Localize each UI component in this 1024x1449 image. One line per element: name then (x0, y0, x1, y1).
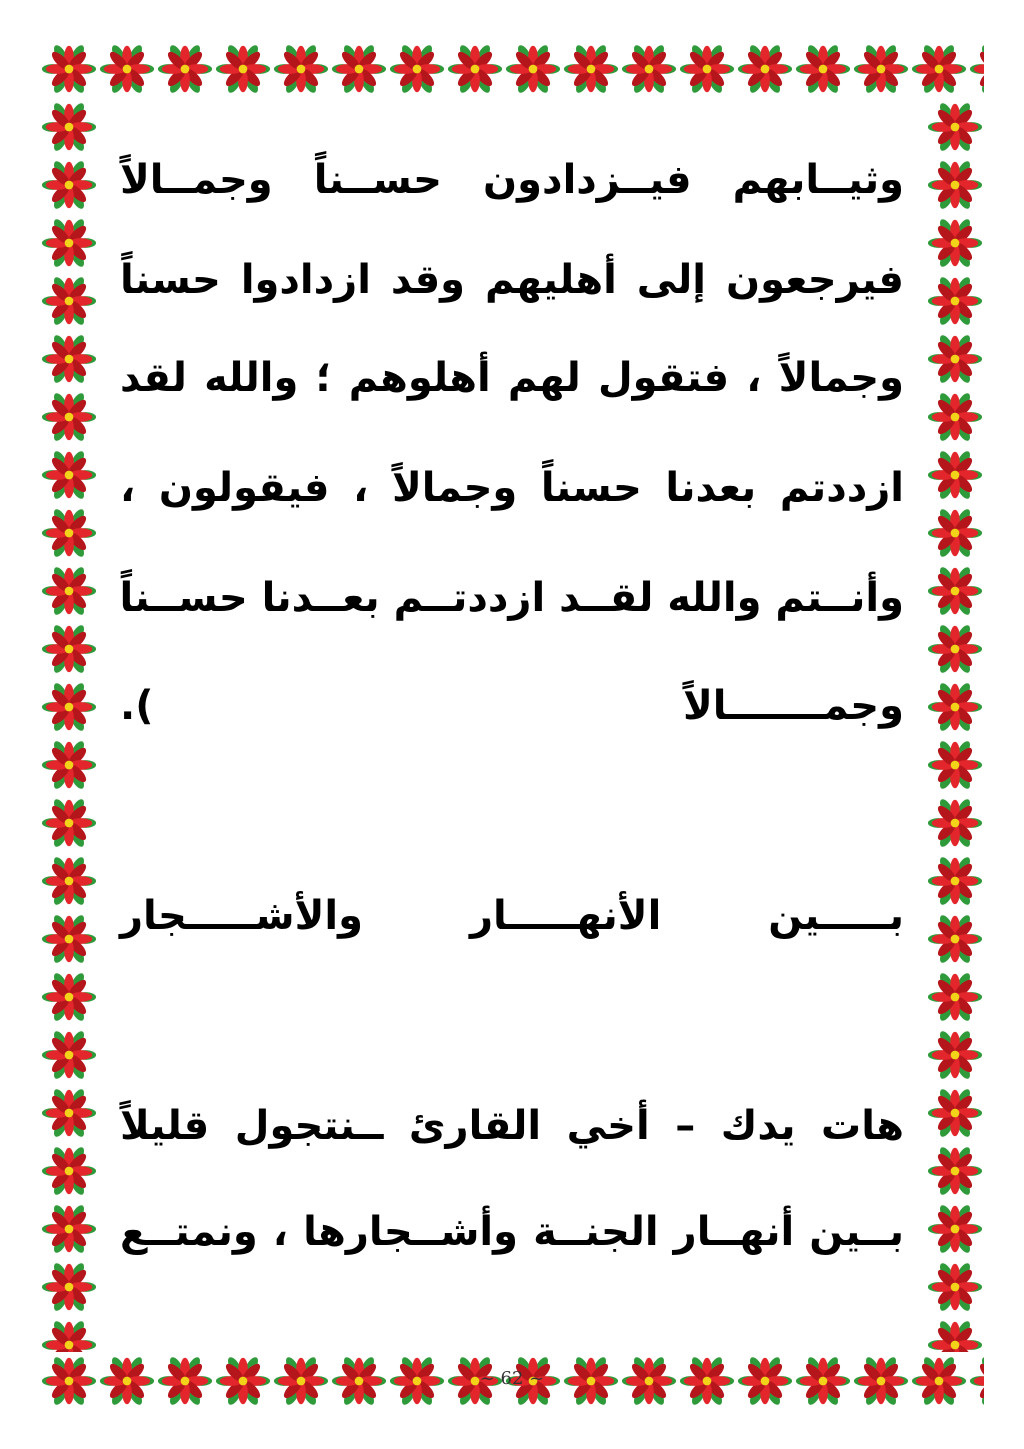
poinsettia-flower-icon (388, 40, 446, 98)
poinsettia-flower-icon (926, 736, 984, 794)
border-right (926, 98, 984, 1352)
border-left (40, 98, 98, 1352)
poinsettia-flower-icon (910, 40, 968, 98)
poinsettia-flower-icon (926, 98, 984, 156)
poinsettia-flower-icon (40, 794, 98, 852)
poinsettia-flower-icon (98, 40, 156, 98)
text-line-6 (120, 676, 904, 736)
poinsettia-flower-icon (40, 214, 98, 272)
poinsettia-flower-icon (968, 40, 984, 98)
poinsettia-flower-icon (330, 40, 388, 98)
poinsettia-flower-icon (926, 156, 984, 214)
poinsettia-flower-icon (926, 272, 984, 330)
paragraph2-line-2: بــين أنهــار الجنــة وأشــجارها ، ونمتــع (120, 1209, 904, 1255)
poinsettia-flower-icon (620, 40, 678, 98)
poinsettia-flower-icon (40, 736, 98, 794)
poinsettia-flower-icon (926, 562, 984, 620)
page-content (120, 120, 904, 1360)
border-top (40, 40, 984, 98)
poinsettia-flower-icon (926, 620, 984, 678)
poinsettia-flower-icon (40, 1258, 98, 1316)
text-line-1: وثيــابهم فيــزدادون حســناً وجمــالاً (120, 157, 904, 203)
poinsettia-flower-icon (926, 1084, 984, 1142)
page-number: ~ 62 ~ (479, 1368, 545, 1389)
poinsettia-flower-icon (40, 156, 98, 214)
poinsettia-flower-icon (794, 40, 852, 98)
poinsettia-flower-icon (40, 40, 98, 98)
section-heading: بـــــين الأنهـــــار والأشـــــجار (120, 893, 904, 939)
poinsettia-flower-icon (40, 446, 98, 504)
text-line-5: وأنــتم والله لقــد ازددتــم بعــدنا حســناً (119, 575, 904, 621)
poinsettia-flower-icon (926, 678, 984, 736)
text-line-2: فيرجعون إلى أهليهم وقد ازدادوا حسناً (120, 257, 904, 303)
poinsettia-flower-icon (852, 40, 910, 98)
poinsettia-flower-icon (926, 504, 984, 562)
poinsettia-flower-icon (678, 40, 736, 98)
poinsettia-flower-icon (40, 1142, 98, 1200)
last-line-word: وجمـــــــالاً (682, 683, 904, 729)
text-line-4: ازددتم بعدنا حسناً وجمالاً ، فيقولون ، (120, 465, 904, 511)
poinsettia-flower-icon (40, 388, 98, 446)
poinsettia-flower-icon (40, 1316, 98, 1352)
poinsettia-flower-icon (926, 910, 984, 968)
poinsettia-flower-icon (926, 968, 984, 1026)
poinsettia-flower-icon (40, 968, 98, 1026)
poinsettia-flower-icon (40, 504, 98, 562)
poinsettia-flower-icon (926, 1258, 984, 1316)
poinsettia-flower-icon (926, 214, 984, 272)
poinsettia-flower-icon (156, 40, 214, 98)
poinsettia-flower-icon (40, 562, 98, 620)
poinsettia-flower-icon (446, 40, 504, 98)
last-line-closing: ). (120, 683, 154, 729)
paragraph2-line-1: هات يدك – أخي القارئ ــنتجول قليلاً (120, 1103, 904, 1149)
poinsettia-flower-icon (40, 1084, 98, 1142)
poinsettia-flower-icon (926, 1026, 984, 1084)
poinsettia-flower-icon (40, 1200, 98, 1258)
poinsettia-flower-icon (40, 910, 98, 968)
poinsettia-flower-icon (736, 40, 794, 98)
poinsettia-flower-icon (926, 1142, 984, 1200)
poinsettia-flower-icon (926, 330, 984, 388)
poinsettia-flower-icon (562, 40, 620, 98)
poinsettia-flower-icon (926, 1316, 984, 1352)
poinsettia-flower-icon (926, 446, 984, 504)
poinsettia-flower-icon (214, 40, 272, 98)
poinsettia-flower-icon (504, 40, 562, 98)
poinsettia-flower-icon (926, 794, 984, 852)
poinsettia-flower-icon (926, 852, 984, 910)
poinsettia-flower-icon (40, 620, 98, 678)
text-line-3: وجمالاً ، فتقول لهم أهلوهم ؛ والله لقد (120, 355, 904, 401)
poinsettia-flower-icon (926, 388, 984, 446)
poinsettia-flower-icon (40, 1026, 98, 1084)
poinsettia-flower-icon (40, 272, 98, 330)
poinsettia-flower-icon (40, 330, 98, 388)
poinsettia-flower-icon (40, 98, 98, 156)
poinsettia-flower-icon (926, 1200, 984, 1258)
poinsettia-flower-icon (272, 40, 330, 98)
poinsettia-flower-icon (40, 678, 98, 736)
poinsettia-flower-icon (40, 852, 98, 910)
